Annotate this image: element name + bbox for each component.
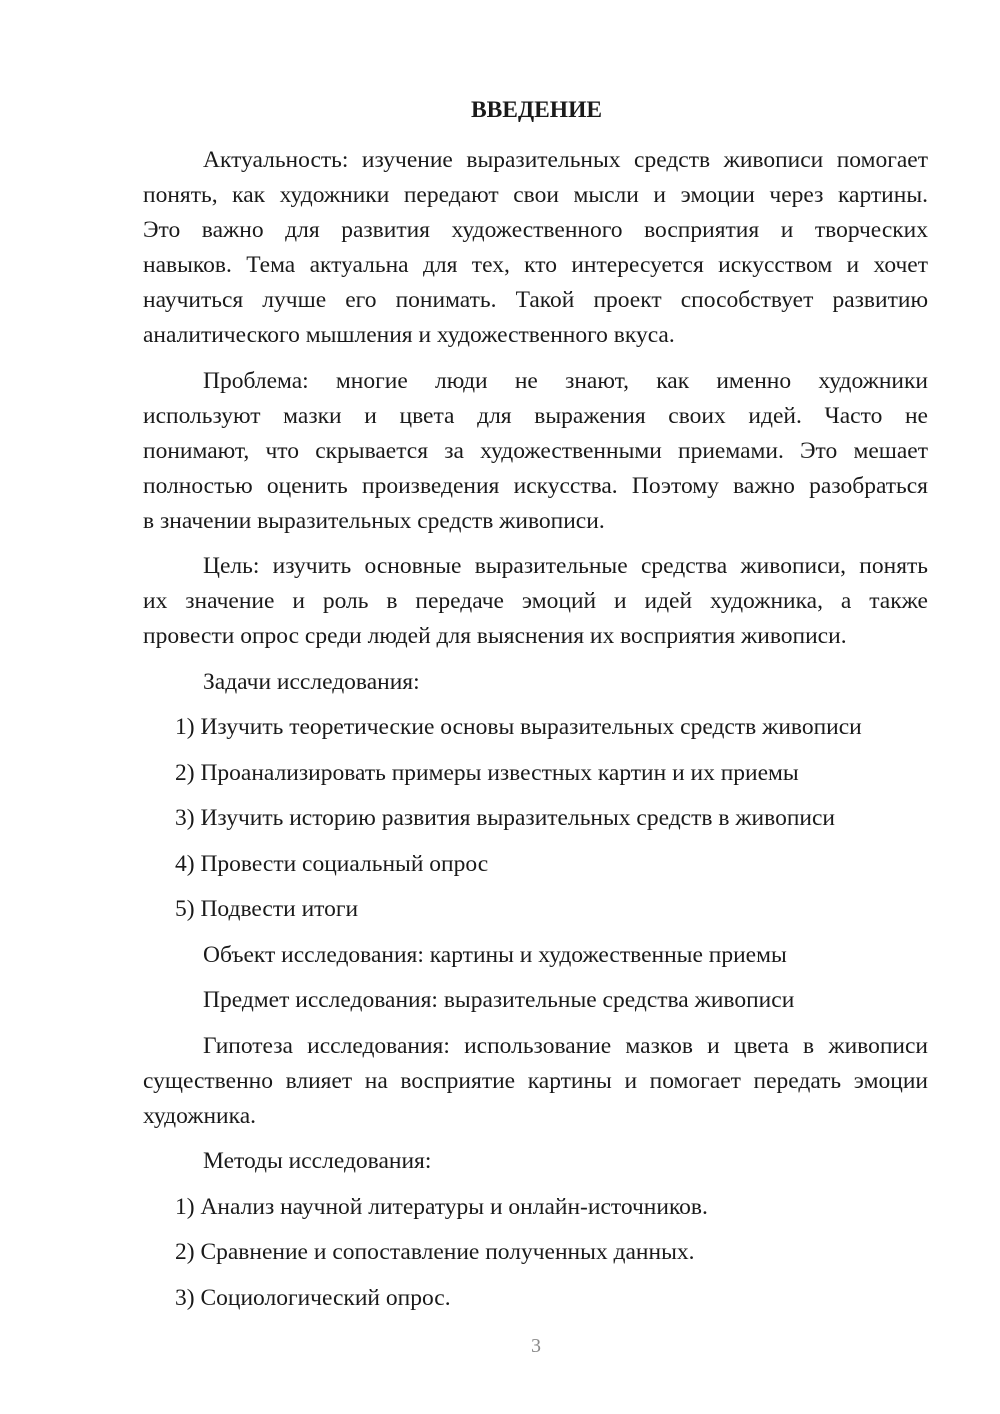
text-line: научиться лучше его понимать. Такой проект способствует развитию (143, 287, 928, 313)
text-line: понимают, что скрывается за художественными приемами. Это мешает (143, 437, 928, 464)
text-line: Цель: изучить основные выразительные средства живописи, понять (203, 553, 928, 579)
tasks-list (143, 710, 928, 927)
page-title: ВВЕДЕНИЕ (470, 97, 603, 123)
list-item: 5) Подвести итоги (175, 896, 359, 922)
list-item: 3) Социологический опрос. (175, 1284, 451, 1311)
text-line: в значении выразительных средств живописи. (143, 507, 605, 534)
methods-list (143, 1190, 928, 1316)
text-line: Проблема: многие люди не знают, как именно художники (203, 367, 928, 394)
relevance-paragraph (143, 143, 928, 353)
goal-paragraph (143, 549, 928, 654)
methods-heading: Методы исследования: (203, 1148, 432, 1174)
text-line: аналитического мышления и художественного вкуса. (143, 322, 675, 348)
hypothesis-paragraph (143, 1029, 928, 1134)
text-line: Это важно для развития художественного восприятия и творческих (143, 217, 928, 243)
text-line: полностью оценить произведения искусства. Поэтому важно разобраться (143, 472, 928, 499)
page-number: 3 (531, 1335, 541, 1357)
text-line: используют мазки и цвета для выражения своих идей. Часто не (143, 402, 928, 429)
research-object: Объект исследования: картины и художественные приемы (203, 941, 787, 968)
text-line: провести опрос среди людей для выяснения их восприятия живописи. (143, 623, 847, 649)
document-page (143, 93, 928, 1316)
list-item: 2) Проанализировать примеры известных картин и их приемы (175, 759, 799, 786)
text-line: Гипотеза исследования: использование мазков и цвета в живописи (203, 1032, 928, 1059)
text-line: существенно влияет на восприятие картины и помогает передать эмоции (143, 1067, 928, 1094)
text-line: навыков. Тема актуальна для тех, кто интересуется искусством и хочет (143, 252, 928, 278)
text-line: художника. (143, 1102, 257, 1129)
list-item: 2) Сравнение и сопоставление полученных данных. (175, 1239, 695, 1265)
problem-paragraph (143, 364, 928, 539)
list-item: 4) Провести социальный опрос (175, 850, 489, 877)
list-item: 3) Изучить историю развития выразительных средств в живописи (175, 805, 835, 831)
tasks-heading: Задачи исследования: (203, 668, 420, 695)
list-item: 1) Анализ научной литературы и онлайн-источников. (175, 1193, 708, 1220)
research-subject: Предмет исследования: выразительные средства живописи (203, 987, 795, 1013)
text-line: их значение и роль в передаче эмоций и идей художника, а также (143, 588, 928, 614)
text-line: понять, как художники передают свои мысли и эмоции через картины. (143, 182, 928, 208)
text-line: Актуальность: изучение выразительных средств живописи помогает (203, 147, 928, 173)
list-item: 1) Изучить теоретические основы выразительных средств живописи (175, 714, 862, 740)
